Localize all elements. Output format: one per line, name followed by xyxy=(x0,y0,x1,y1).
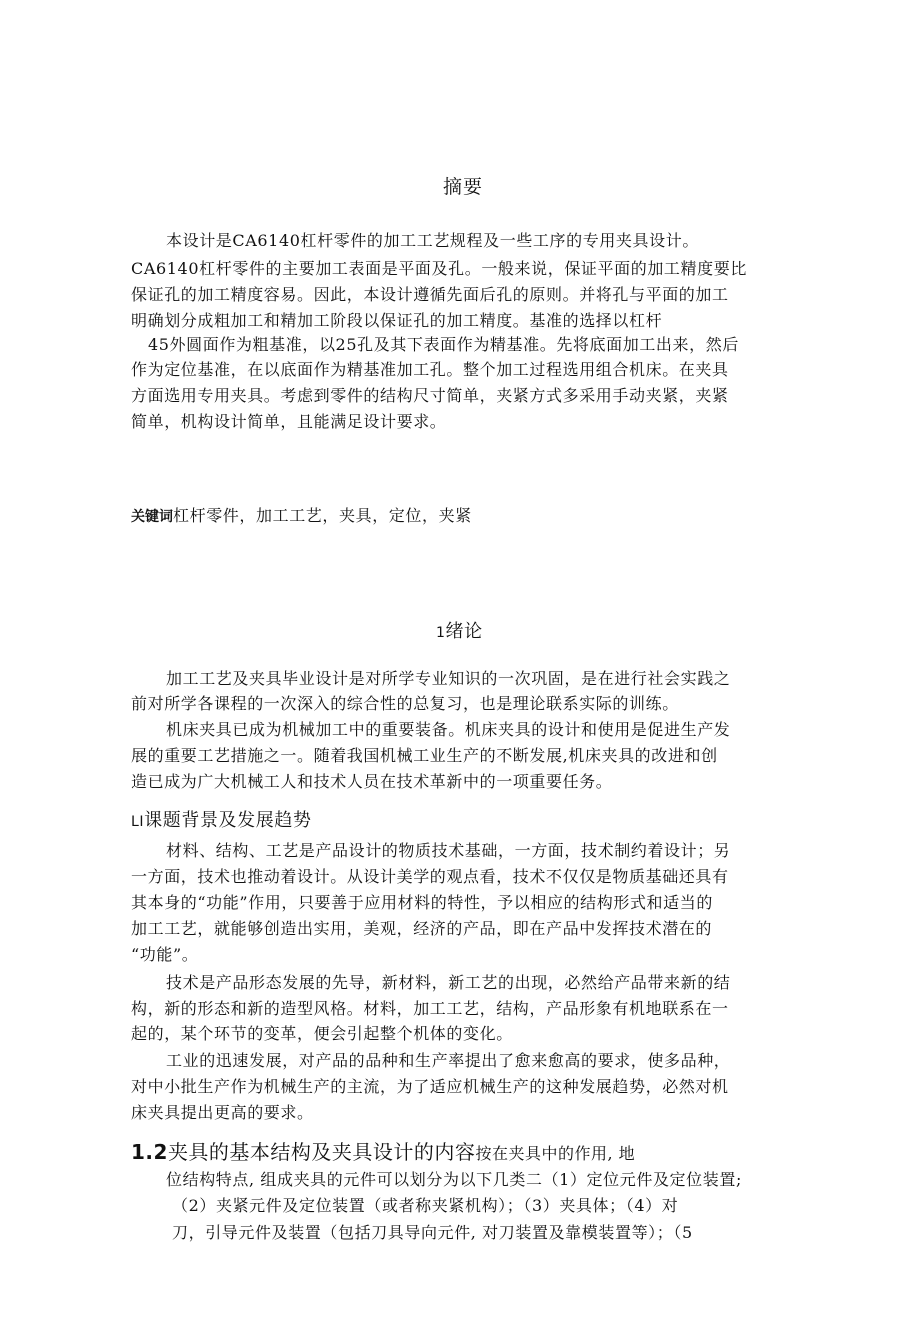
paragraph-line: “功能”。 xyxy=(131,945,199,964)
paragraph-line: 展的重要工艺措施之一。随着我国机械工业生产的不断发展,机床夹具的改进和创 xyxy=(131,746,718,765)
paragraph-line: 刀，引导元件及装置（包括刀具导向元件, 对刀装置及靠模装置等）；（5 xyxy=(172,1223,693,1242)
paragraph-line: 床夹具提出更高的要求。 xyxy=(131,1103,314,1122)
section-inline-text: 按在夹具中的作用, 地 xyxy=(475,1144,636,1163)
keywords-label: 关键词 xyxy=(131,509,173,525)
keywords xyxy=(131,503,472,526)
paragraph-line: 加工工艺，就能够创造出实用，美观，经济的产品，即在产品中发挥技术潜在的 xyxy=(131,919,713,938)
section-heading xyxy=(131,1136,635,1165)
paragraph-line: 起的，某个环节的变革，便会引起整个机体的变化。 xyxy=(131,1024,513,1043)
chapter-number: 1 xyxy=(436,625,446,641)
abstract-line: 作为定位基准，在以底面作为精基准加工孔。整个加工过程选用组合机床。在夹具 xyxy=(131,360,729,379)
chapter-heading xyxy=(436,617,483,643)
section-number: 1.2 xyxy=(131,1140,168,1164)
paragraph-line: 位结构特点, 组成夹具的元件可以划分为以下几类二（1）定位元件及定位装置; xyxy=(166,1170,742,1189)
chapter-title: 绪论 xyxy=(445,621,483,642)
paragraph-line: 工业的迅速发展，对产品的品种和生产率提出了愈来愈高的要求，使多品种， xyxy=(166,1051,731,1070)
paragraph-line: 构，新的形态和新的造型风格。材料，加工工艺，结构，产品形象有机地联系在一 xyxy=(131,999,729,1018)
section-heading xyxy=(131,806,312,832)
paragraph-line: 加工工艺及夹具毕业设计是对所学专业知识的一次巩固，是在进行社会实践之 xyxy=(166,669,731,688)
keywords-text: 杠杆零件，加工工艺，夹具，定位，夹紧 xyxy=(173,506,472,525)
abstract-line: 简单，机构设计简单，且能满足设计要求。 xyxy=(131,412,447,431)
paragraph-line: 材料、结构、工艺是产品设计的物质技术基础，一方面，技术制约着设计；另 xyxy=(166,841,731,860)
abstract-line: 明确划分成粗加工和精加工阶段以保证孔的加工精度。基准的选择以杠杆 xyxy=(131,311,663,330)
paragraph-line: 机床夹具已成为机械加工中的重要装备。机床夹具的设计和使用是促进生产发 xyxy=(166,720,731,739)
abstract-line: CA6140杠杆零件的主要加工表面是平面及孔。一般来说，保证平面的加工精度要比 xyxy=(131,259,747,278)
section-title: 课题背景及发展趋势 xyxy=(144,810,312,831)
abstract-line: 本设计是CA6140杠杆零件的加工工艺规程及一些工序的专用夹具设计。 xyxy=(166,231,699,250)
paragraph-line: 一方面，技术也推动着设计。从设计美学的观点看，技术不仅仅是物质基础还具有 xyxy=(131,867,729,886)
abstract-line: 方面选用专用夹具。考虑到零件的结构尺寸简单，夹紧方式多采用手动夹紧，夹紧 xyxy=(131,386,729,405)
section-title: 夹具的基本结构及夹具设计的内容 xyxy=(167,1140,476,1164)
paragraph-line: 技术是产品形态发展的先导，新材料，新工艺的出现，必然给产品带来新的结 xyxy=(166,973,731,992)
paragraph-line: 造已成为广大机械工人和技术人员在技术革新中的一项重要任务。 xyxy=(131,772,613,791)
paragraph-line: 对中小批生产作为机械生产的主流，为了适应机械生产的这种发展趋势，必然对机 xyxy=(131,1077,729,1096)
paragraph-line: 前对所学各课程的一次深入的综合性的总复习，也是理论联系实际的训练。 xyxy=(131,694,679,713)
abstract-line: 保证孔的加工精度容易。因此，本设计遵循先面后孔的原则。并将孔与平面的加工 xyxy=(131,285,729,304)
paragraph-line: （2）夹紧元件及定位装置（或者称夹紧机构）；（3）夹具体；（4）对 xyxy=(172,1196,679,1215)
paragraph-line: 其本身的“功能”作用，只要善于应用材料的特性，予以相应的结构形式和适当的 xyxy=(131,893,713,912)
abstract-title: 摘要 xyxy=(443,176,484,198)
section-number: LI xyxy=(131,814,145,830)
abstract-line: 45外圆面作为粗基准，以25孔及其下表面作为精基准。先将底面加工出来，然后 xyxy=(148,335,739,354)
